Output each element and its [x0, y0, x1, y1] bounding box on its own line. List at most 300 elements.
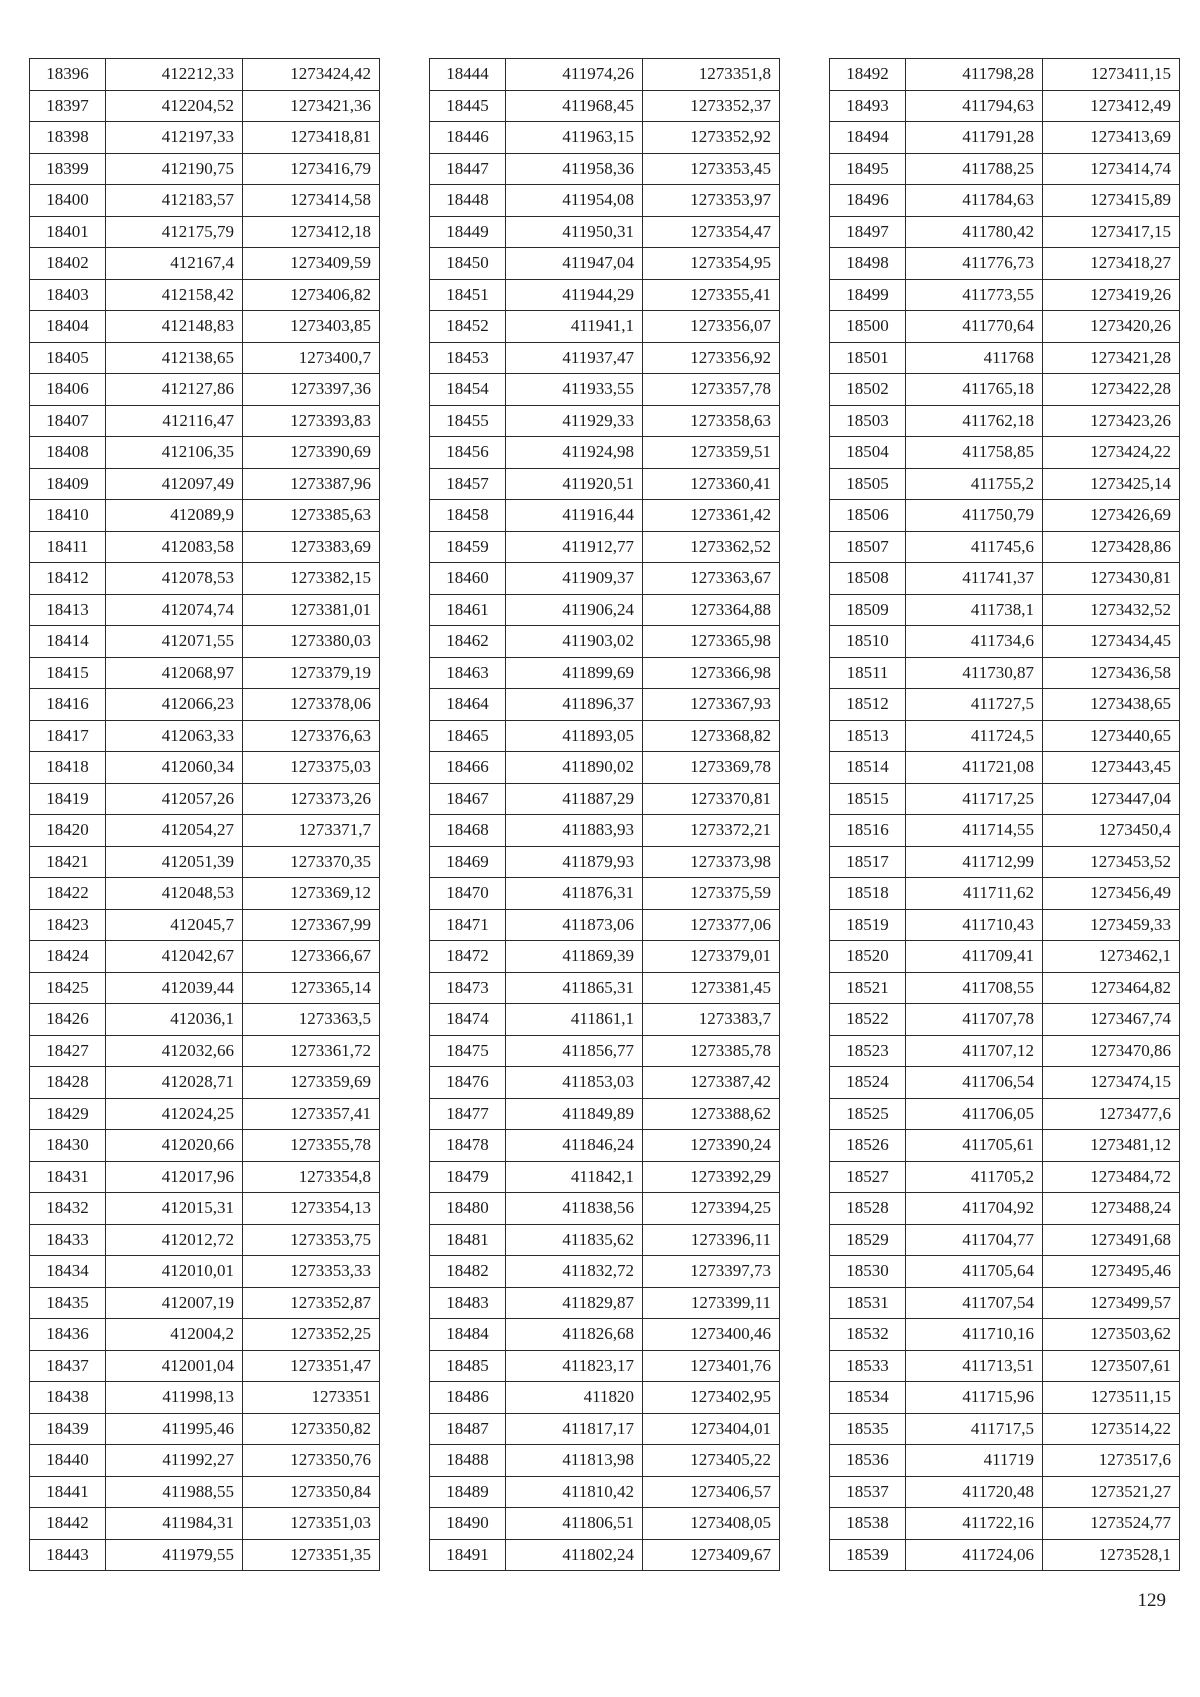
- point-number-cell: 18515: [830, 783, 906, 815]
- point-number-cell: 18432: [30, 1193, 106, 1225]
- y-coordinate-cell: 1273383,69: [243, 531, 380, 563]
- x-coordinate-cell: 412042,67: [106, 941, 243, 973]
- point-number-cell: 18431: [30, 1161, 106, 1193]
- point-number-cell: 18439: [30, 1413, 106, 1445]
- table-row: [30, 1193, 380, 1225]
- x-coordinate-cell: 411883,93: [506, 815, 643, 847]
- point-number-cell: 18446: [430, 122, 506, 154]
- table-row: [830, 1035, 1180, 1067]
- table-row: [30, 783, 380, 815]
- x-coordinate-cell: 411802,24: [506, 1539, 643, 1571]
- point-number-cell: 18502: [830, 374, 906, 406]
- table-row: [30, 59, 380, 91]
- table-row: [830, 405, 1180, 437]
- table-row: [30, 1035, 380, 1067]
- table-row: [430, 720, 780, 752]
- table-row: [430, 59, 780, 91]
- x-coordinate-cell: 411876,31: [506, 878, 643, 910]
- table-row: [430, 941, 780, 973]
- x-coordinate-cell: 411741,37: [906, 563, 1043, 595]
- x-coordinate-cell: 411933,55: [506, 374, 643, 406]
- y-coordinate-cell: 1273390,24: [643, 1130, 780, 1162]
- y-coordinate-cell: 1273426,69: [1043, 500, 1180, 532]
- x-coordinate-cell: 412127,86: [106, 374, 243, 406]
- y-coordinate-cell: 1273354,95: [643, 248, 780, 280]
- point-number-cell: 18497: [830, 216, 906, 248]
- x-coordinate-cell: 411705,61: [906, 1130, 1043, 1162]
- x-coordinate-cell: 411713,51: [906, 1350, 1043, 1382]
- table-row: [430, 689, 780, 721]
- table-row: [830, 500, 1180, 532]
- point-number-cell: 18488: [430, 1445, 506, 1477]
- point-number-cell: 18463: [430, 657, 506, 689]
- y-coordinate-cell: 1273400,46: [643, 1319, 780, 1351]
- coordinate-table-1: [29, 58, 380, 1571]
- point-number-cell: 18517: [830, 846, 906, 878]
- y-coordinate-cell: 1273481,12: [1043, 1130, 1180, 1162]
- point-number-cell: 18434: [30, 1256, 106, 1288]
- table-row: [430, 122, 780, 154]
- page-number: 129: [1137, 1590, 1166, 1611]
- point-number-cell: 18425: [30, 972, 106, 1004]
- x-coordinate-cell: 411724,5: [906, 720, 1043, 752]
- point-number-cell: 18467: [430, 783, 506, 815]
- y-coordinate-cell: 1273387,96: [243, 468, 380, 500]
- x-coordinate-cell: 411704,77: [906, 1224, 1043, 1256]
- table-row: [830, 1224, 1180, 1256]
- y-coordinate-cell: 1273360,41: [643, 468, 780, 500]
- point-number-cell: 18421: [30, 846, 106, 878]
- point-number-cell: 18539: [830, 1539, 906, 1571]
- table-row: [30, 500, 380, 532]
- x-coordinate-cell: 411791,28: [906, 122, 1043, 154]
- point-number-cell: 18516: [830, 815, 906, 847]
- x-coordinate-cell: 411810,42: [506, 1476, 643, 1508]
- y-coordinate-cell: 1273352,37: [643, 90, 780, 122]
- point-number-cell: 18440: [30, 1445, 106, 1477]
- point-number-cell: 18422: [30, 878, 106, 910]
- table-row: [30, 311, 380, 343]
- point-number-cell: 18518: [830, 878, 906, 910]
- x-coordinate-cell: 412071,55: [106, 626, 243, 658]
- point-number-cell: 18489: [430, 1476, 506, 1508]
- x-coordinate-cell: 411873,06: [506, 909, 643, 941]
- x-coordinate-cell: 411893,05: [506, 720, 643, 752]
- table-row: [430, 1319, 780, 1351]
- y-coordinate-cell: 1273470,86: [1043, 1035, 1180, 1067]
- x-coordinate-cell: 411806,51: [506, 1508, 643, 1540]
- table-row: [430, 1004, 780, 1036]
- x-coordinate-cell: 412051,39: [106, 846, 243, 878]
- table-row: [30, 1476, 380, 1508]
- x-coordinate-cell: 412212,33: [106, 59, 243, 91]
- y-coordinate-cell: 1273369,12: [243, 878, 380, 910]
- point-number-cell: 18529: [830, 1224, 906, 1256]
- table-row: [830, 972, 1180, 1004]
- table-row: [30, 1445, 380, 1477]
- y-coordinate-cell: 1273375,59: [643, 878, 780, 910]
- table-row: [430, 185, 780, 217]
- table-row: [30, 279, 380, 311]
- point-number-cell: 18478: [430, 1130, 506, 1162]
- y-coordinate-cell: 1273351,47: [243, 1350, 380, 1382]
- table-row: [30, 1130, 380, 1162]
- y-coordinate-cell: 1273511,15: [1043, 1382, 1180, 1414]
- x-coordinate-cell: 411909,37: [506, 563, 643, 595]
- y-coordinate-cell: 1273507,61: [1043, 1350, 1180, 1382]
- table-row: [30, 941, 380, 973]
- point-number-cell: 18508: [830, 563, 906, 595]
- y-coordinate-cell: 1273351: [243, 1382, 380, 1414]
- table-row: [30, 752, 380, 784]
- x-coordinate-cell: 412197,33: [106, 122, 243, 154]
- x-coordinate-cell: 412024,25: [106, 1098, 243, 1130]
- x-coordinate-cell: 411968,45: [506, 90, 643, 122]
- point-number-cell: 18450: [430, 248, 506, 280]
- point-number-cell: 18399: [30, 153, 106, 185]
- y-coordinate-cell: 1273440,65: [1043, 720, 1180, 752]
- y-coordinate-cell: 1273370,35: [243, 846, 380, 878]
- table-row: [430, 783, 780, 815]
- point-number-cell: 18466: [430, 752, 506, 784]
- table-row: [830, 1413, 1180, 1445]
- table-row: [830, 594, 1180, 626]
- table-row: [30, 720, 380, 752]
- x-coordinate-cell: 411705,2: [906, 1161, 1043, 1193]
- point-number-cell: 18461: [430, 594, 506, 626]
- point-number-cell: 18465: [430, 720, 506, 752]
- table-row: [830, 1350, 1180, 1382]
- x-coordinate-cell: 411707,54: [906, 1287, 1043, 1319]
- y-coordinate-cell: 1273365,98: [643, 626, 780, 658]
- y-coordinate-cell: 1273350,84: [243, 1476, 380, 1508]
- table-row: [830, 248, 1180, 280]
- x-coordinate-cell: 412010,01: [106, 1256, 243, 1288]
- point-number-cell: 18435: [30, 1287, 106, 1319]
- x-coordinate-cell: 411707,78: [906, 1004, 1043, 1036]
- x-coordinate-cell: 412106,35: [106, 437, 243, 469]
- y-coordinate-cell: 1273400,7: [243, 342, 380, 374]
- x-coordinate-cell: 411788,25: [906, 153, 1043, 185]
- point-number-cell: 18526: [830, 1130, 906, 1162]
- y-coordinate-cell: 1273376,63: [243, 720, 380, 752]
- x-coordinate-cell: 412097,49: [106, 468, 243, 500]
- x-coordinate-cell: 411714,55: [906, 815, 1043, 847]
- y-coordinate-cell: 1273491,68: [1043, 1224, 1180, 1256]
- y-coordinate-cell: 1273383,7: [643, 1004, 780, 1036]
- x-coordinate-cell: 411829,87: [506, 1287, 643, 1319]
- x-coordinate-cell: 411738,1: [906, 594, 1043, 626]
- point-number-cell: 18507: [830, 531, 906, 563]
- table-row: [830, 531, 1180, 563]
- x-coordinate-cell: 411920,51: [506, 468, 643, 500]
- x-coordinate-cell: 412183,57: [106, 185, 243, 217]
- table-row: [430, 1098, 780, 1130]
- point-number-cell: 18530: [830, 1256, 906, 1288]
- table-body: [30, 59, 380, 1571]
- point-number-cell: 18453: [430, 342, 506, 374]
- y-coordinate-cell: 1273397,36: [243, 374, 380, 406]
- y-coordinate-cell: 1273393,83: [243, 405, 380, 437]
- table-row: [830, 1319, 1180, 1351]
- x-coordinate-cell: 412074,74: [106, 594, 243, 626]
- y-coordinate-cell: 1273375,03: [243, 752, 380, 784]
- table-row: [830, 657, 1180, 689]
- table-row: [430, 279, 780, 311]
- x-coordinate-cell: 411887,29: [506, 783, 643, 815]
- table-row: [430, 1193, 780, 1225]
- y-coordinate-cell: 1273369,78: [643, 752, 780, 784]
- y-coordinate-cell: 1273443,45: [1043, 752, 1180, 784]
- y-coordinate-cell: 1273411,15: [1043, 59, 1180, 91]
- table-row: [30, 1382, 380, 1414]
- x-coordinate-cell: 412048,53: [106, 878, 243, 910]
- y-coordinate-cell: 1273355,41: [643, 279, 780, 311]
- point-number-cell: 18527: [830, 1161, 906, 1193]
- y-coordinate-cell: 1273421,36: [243, 90, 380, 122]
- y-coordinate-cell: 1273456,49: [1043, 878, 1180, 910]
- x-coordinate-cell: 411849,89: [506, 1098, 643, 1130]
- table-row: [30, 1004, 380, 1036]
- table-row: [430, 500, 780, 532]
- y-coordinate-cell: 1273447,04: [1043, 783, 1180, 815]
- table-row: [430, 153, 780, 185]
- table-row: [830, 153, 1180, 185]
- y-coordinate-cell: 1273415,89: [1043, 185, 1180, 217]
- y-coordinate-cell: 1273409,67: [643, 1539, 780, 1571]
- table-row: [430, 374, 780, 406]
- y-coordinate-cell: 1273359,69: [243, 1067, 380, 1099]
- x-coordinate-cell: 411832,72: [506, 1256, 643, 1288]
- x-coordinate-cell: 411709,41: [906, 941, 1043, 973]
- table-row: [430, 1476, 780, 1508]
- table-row: [30, 909, 380, 941]
- x-coordinate-cell: 411727,5: [906, 689, 1043, 721]
- table-row: [30, 90, 380, 122]
- table-row: [430, 657, 780, 689]
- y-coordinate-cell: 1273412,18: [243, 216, 380, 248]
- x-coordinate-cell: 411798,28: [906, 59, 1043, 91]
- table-row: [30, 815, 380, 847]
- table-row: [430, 563, 780, 595]
- point-number-cell: 18521: [830, 972, 906, 1004]
- x-coordinate-cell: 411856,77: [506, 1035, 643, 1067]
- table-row: [830, 941, 1180, 973]
- x-coordinate-cell: 412083,58: [106, 531, 243, 563]
- table-row: [430, 1508, 780, 1540]
- x-coordinate-cell: 411974,26: [506, 59, 643, 91]
- y-coordinate-cell: 1273381,01: [243, 594, 380, 626]
- point-number-cell: 18504: [830, 437, 906, 469]
- point-number-cell: 18423: [30, 909, 106, 941]
- x-coordinate-cell: 412057,26: [106, 783, 243, 815]
- x-coordinate-cell: 411899,69: [506, 657, 643, 689]
- y-coordinate-cell: 1273359,51: [643, 437, 780, 469]
- x-coordinate-cell: 412175,79: [106, 216, 243, 248]
- y-coordinate-cell: 1273357,78: [643, 374, 780, 406]
- table-row: [30, 1508, 380, 1540]
- table-row: [30, 122, 380, 154]
- table-row: [430, 1539, 780, 1571]
- table-row: [430, 594, 780, 626]
- table-row: [830, 783, 1180, 815]
- point-number-cell: 18514: [830, 752, 906, 784]
- x-coordinate-cell: 411963,15: [506, 122, 643, 154]
- table-row: [30, 216, 380, 248]
- x-coordinate-cell: 411937,47: [506, 342, 643, 374]
- y-coordinate-cell: 1273353,75: [243, 1224, 380, 1256]
- table-row: [430, 1287, 780, 1319]
- point-number-cell: 18512: [830, 689, 906, 721]
- y-coordinate-cell: 1273418,81: [243, 122, 380, 154]
- table-row: [30, 1539, 380, 1571]
- point-number-cell: 18447: [430, 153, 506, 185]
- y-coordinate-cell: 1273351,03: [243, 1508, 380, 1540]
- table-row: [830, 1508, 1180, 1540]
- x-coordinate-cell: 411813,98: [506, 1445, 643, 1477]
- table-row: [830, 59, 1180, 91]
- x-coordinate-cell: 411762,18: [906, 405, 1043, 437]
- x-coordinate-cell: 411995,46: [106, 1413, 243, 1445]
- point-number-cell: 18485: [430, 1350, 506, 1382]
- table-row: [830, 1476, 1180, 1508]
- table-row: [830, 185, 1180, 217]
- point-number-cell: 18471: [430, 909, 506, 941]
- y-coordinate-cell: 1273356,07: [643, 311, 780, 343]
- table-row: [30, 626, 380, 658]
- y-coordinate-cell: 1273425,14: [1043, 468, 1180, 500]
- y-coordinate-cell: 1273412,49: [1043, 90, 1180, 122]
- table-row: [30, 374, 380, 406]
- table-row: [430, 342, 780, 374]
- y-coordinate-cell: 1273390,69: [243, 437, 380, 469]
- point-number-cell: 18469: [430, 846, 506, 878]
- y-coordinate-cell: 1273438,65: [1043, 689, 1180, 721]
- y-coordinate-cell: 1273517,6: [1043, 1445, 1180, 1477]
- point-number-cell: 18405: [30, 342, 106, 374]
- point-number-cell: 18436: [30, 1319, 106, 1351]
- y-coordinate-cell: 1273352,92: [643, 122, 780, 154]
- point-number-cell: 18535: [830, 1413, 906, 1445]
- point-number-cell: 18433: [30, 1224, 106, 1256]
- y-coordinate-cell: 1273405,22: [643, 1445, 780, 1477]
- x-coordinate-cell: 412089,9: [106, 500, 243, 532]
- y-coordinate-cell: 1273434,45: [1043, 626, 1180, 658]
- y-coordinate-cell: 1273420,26: [1043, 311, 1180, 343]
- x-coordinate-cell: 411704,92: [906, 1193, 1043, 1225]
- y-coordinate-cell: 1273379,19: [243, 657, 380, 689]
- table-row: [430, 1382, 780, 1414]
- y-coordinate-cell: 1273385,78: [643, 1035, 780, 1067]
- y-coordinate-cell: 1273363,67: [643, 563, 780, 595]
- table-row: [430, 216, 780, 248]
- x-coordinate-cell: 411712,99: [906, 846, 1043, 878]
- point-number-cell: 18416: [30, 689, 106, 721]
- y-coordinate-cell: 1273399,11: [643, 1287, 780, 1319]
- point-number-cell: 18513: [830, 720, 906, 752]
- x-coordinate-cell: 412158,42: [106, 279, 243, 311]
- table-row: [830, 374, 1180, 406]
- y-coordinate-cell: 1273414,58: [243, 185, 380, 217]
- x-coordinate-cell: 411896,37: [506, 689, 643, 721]
- x-coordinate-cell: 411794,63: [906, 90, 1043, 122]
- point-number-cell: 18528: [830, 1193, 906, 1225]
- x-coordinate-cell: 411755,2: [906, 468, 1043, 500]
- point-number-cell: 18449: [430, 216, 506, 248]
- x-coordinate-cell: 412036,1: [106, 1004, 243, 1036]
- table-row: [430, 972, 780, 1004]
- x-coordinate-cell: 411865,31: [506, 972, 643, 1004]
- y-coordinate-cell: 1273380,03: [243, 626, 380, 658]
- point-number-cell: 18462: [430, 626, 506, 658]
- y-coordinate-cell: 1273352,87: [243, 1287, 380, 1319]
- y-coordinate-cell: 1273528,1: [1043, 1539, 1180, 1571]
- x-coordinate-cell: 412204,52: [106, 90, 243, 122]
- y-coordinate-cell: 1273353,45: [643, 153, 780, 185]
- x-coordinate-cell: 411734,6: [906, 626, 1043, 658]
- x-coordinate-cell: 411773,55: [906, 279, 1043, 311]
- table-row: [830, 1130, 1180, 1162]
- table-row: [430, 1256, 780, 1288]
- y-coordinate-cell: 1273462,1: [1043, 941, 1180, 973]
- table-row: [30, 1287, 380, 1319]
- x-coordinate-cell: 412066,23: [106, 689, 243, 721]
- point-number-cell: 18452: [430, 311, 506, 343]
- y-coordinate-cell: 1273354,8: [243, 1161, 380, 1193]
- point-number-cell: 18420: [30, 815, 106, 847]
- table-row: [30, 1256, 380, 1288]
- x-coordinate-cell: 411826,68: [506, 1319, 643, 1351]
- table-row: [30, 846, 380, 878]
- x-coordinate-cell: 412039,44: [106, 972, 243, 1004]
- point-number-cell: 18407: [30, 405, 106, 437]
- point-number-cell: 18498: [830, 248, 906, 280]
- x-coordinate-cell: 411924,98: [506, 437, 643, 469]
- table-row: [430, 437, 780, 469]
- y-coordinate-cell: 1273421,28: [1043, 342, 1180, 374]
- y-coordinate-cell: 1273362,52: [643, 531, 780, 563]
- x-coordinate-cell: 411950,31: [506, 216, 643, 248]
- y-coordinate-cell: 1273365,14: [243, 972, 380, 1004]
- point-number-cell: 18472: [430, 941, 506, 973]
- y-coordinate-cell: 1273495,46: [1043, 1256, 1180, 1288]
- x-coordinate-cell: 411853,03: [506, 1067, 643, 1099]
- x-coordinate-cell: 411861,1: [506, 1004, 643, 1036]
- point-number-cell: 18438: [30, 1382, 106, 1414]
- x-coordinate-cell: 411720,48: [906, 1476, 1043, 1508]
- x-coordinate-cell: 411846,24: [506, 1130, 643, 1162]
- y-coordinate-cell: 1273514,22: [1043, 1413, 1180, 1445]
- y-coordinate-cell: 1273499,57: [1043, 1287, 1180, 1319]
- x-coordinate-cell: 411717,25: [906, 783, 1043, 815]
- x-coordinate-cell: 411711,62: [906, 878, 1043, 910]
- y-coordinate-cell: 1273406,82: [243, 279, 380, 311]
- y-coordinate-cell: 1273432,52: [1043, 594, 1180, 626]
- x-coordinate-cell: 411916,44: [506, 500, 643, 532]
- table-row: [430, 846, 780, 878]
- point-number-cell: 18396: [30, 59, 106, 91]
- x-coordinate-cell: 412063,33: [106, 720, 243, 752]
- y-coordinate-cell: 1273385,63: [243, 500, 380, 532]
- point-number-cell: 18443: [30, 1539, 106, 1571]
- point-number-cell: 18441: [30, 1476, 106, 1508]
- y-coordinate-cell: 1273488,24: [1043, 1193, 1180, 1225]
- x-coordinate-cell: 411823,17: [506, 1350, 643, 1382]
- point-number-cell: 18477: [430, 1098, 506, 1130]
- y-coordinate-cell: 1273354,47: [643, 216, 780, 248]
- y-coordinate-cell: 1273467,74: [1043, 1004, 1180, 1036]
- table-row: [430, 531, 780, 563]
